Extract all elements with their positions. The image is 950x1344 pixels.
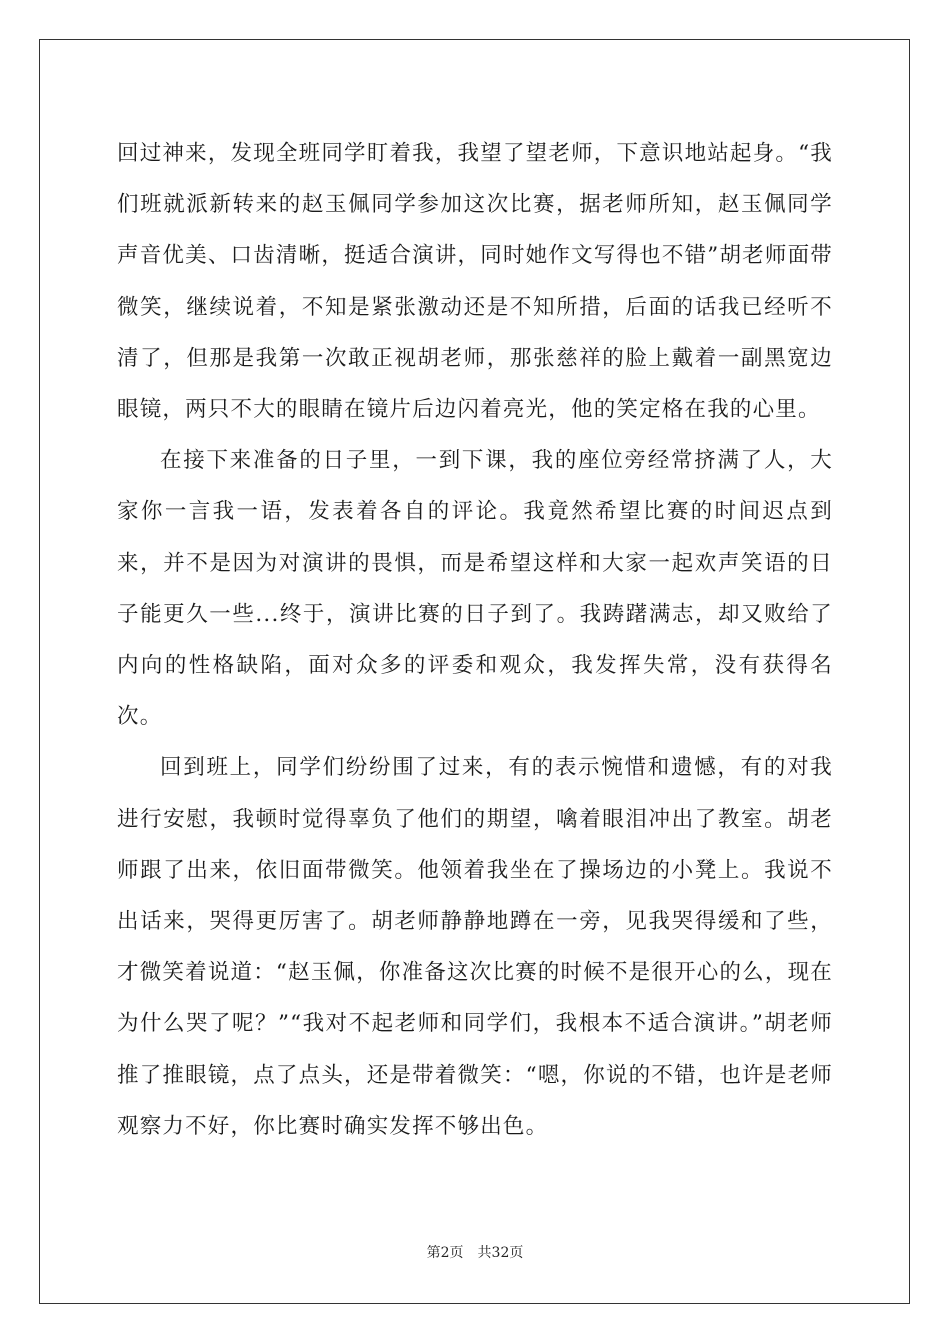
page-number: 第2页 bbox=[426, 1245, 464, 1261]
paragraph-3: 回到班上，同学们纷纷围了过来，有的表示惋惜和遗憾，有的对我进行安慰，我顿时觉得辜负了他们的期望，噙着眼泪冲出了教室。胡老师跟了出来，依旧面带微笑。他领着我坐在了操场边的小凳上。我说不出话来，哭得更厉害了。胡老师静静地蹲在一旁，见我哭得缓和了些，才微笑着说道：“赵玉佩，你准备这次比赛的时候不是很开心的么，现在为什么哭了呢？”“我对不起老师和同学们，我根本不适合演讲。”胡老师推了推眼镜，点了点头，还是带着微笑：“嗯，你说的不错，也许是老师观察力不好，你比赛时确实发挥不够出色。 bbox=[117, 755, 833, 1139]
page-footer bbox=[0, 1242, 950, 1262]
paragraph-2: 在接下来准备的日子里，一到下课，我的座位旁经常挤满了人，大家你一言我一语，发表着各自的评论。我竟然希望比赛的时间迟点到来，并不是因为对演讲的畏惧，而是希望这样和大家一起欢声笑语的日子能更久一些...终于，演讲比赛的日子到了。我踌躇满志，却又败给了内向的性格缺陷，面对众多的评委和观众，我发挥失常，没有获得名次。 bbox=[117, 448, 833, 730]
document-body bbox=[117, 128, 833, 1152]
paragraph-1: 回过神来，发现全班同学盯着我，我望了望老师，下意识地站起身。“我们班就派新转来的赵玉佩同学参加这次比赛，据老师所知，赵玉佩同学声音优美、口齿清晰，挺适合演讲，同时她作文写得也不错”胡老师面带微笑，继续说着，不知是紧张激动还是不知所措，后面的话我已经听不清了，但那是我第一次敢正视胡老师，那张慈祥的脸上戴着一副黑宽边眼镜，两只不大的眼睛在镜片后边闪着亮光，他的笑定格在我的心里。 bbox=[117, 141, 833, 423]
total-pages: 共32页 bbox=[477, 1245, 524, 1261]
